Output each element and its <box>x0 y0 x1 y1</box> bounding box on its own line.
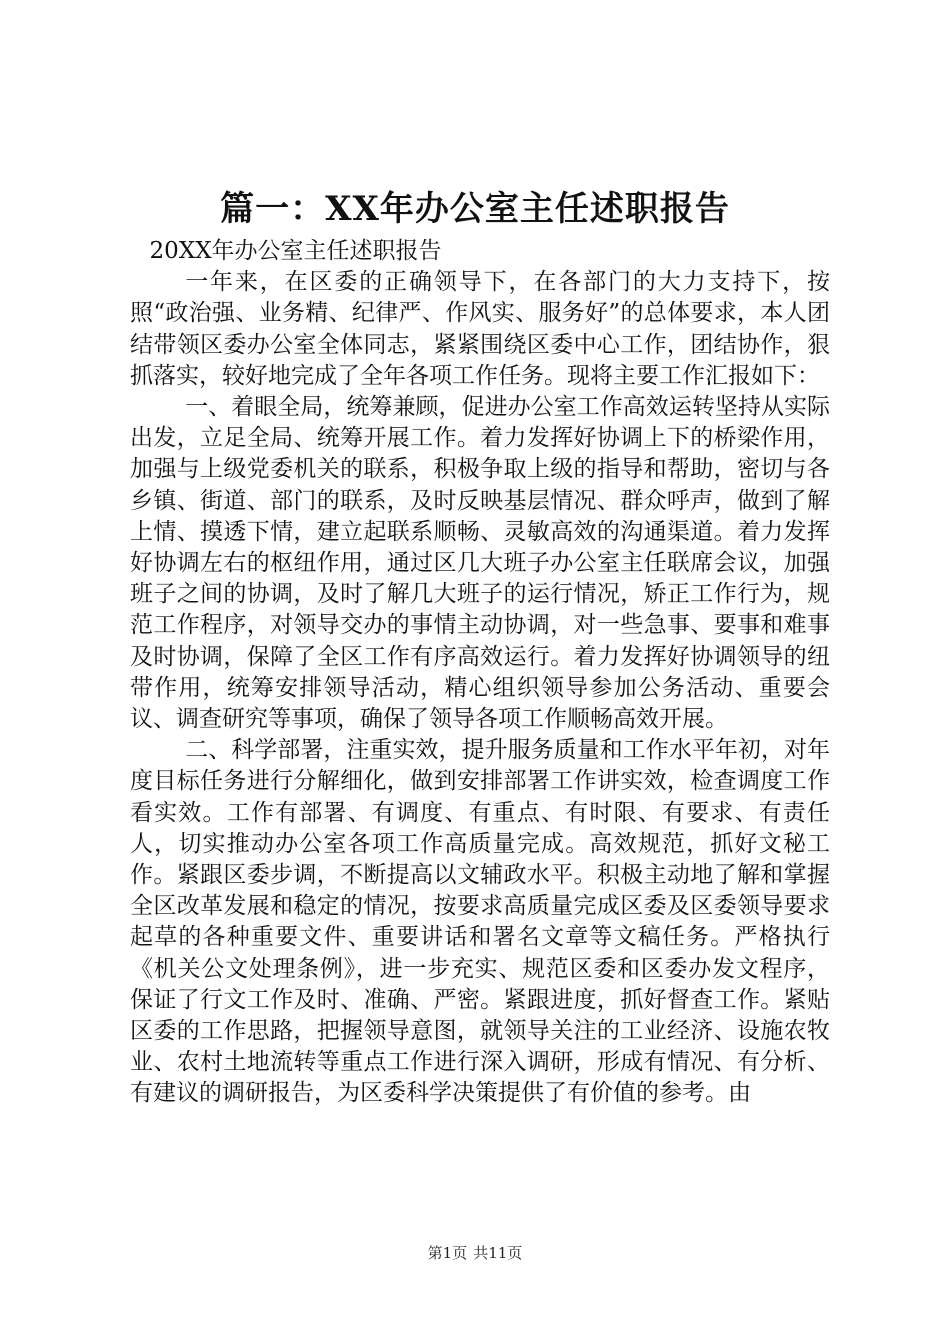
page-number: 第1页 <box>427 1244 468 1262</box>
document-title: 篇一：XX年办公室主任述职报告 <box>220 189 730 229</box>
document-subtitle: 20XX年办公室主任述职报告 <box>149 238 442 264</box>
paragraph-section-one: 一、着眼全局，统筹兼顾，促进办公室工作高效运转坚持从实际出发，立足全局、统筹开展工作。着力发挥好协调上下的桥梁作用，加强与上级党委机关的联系，积极争取上级的指导和帮助，密切与各乡镇、街道、部门的联系，及时反映基层情况、群众呼声，做到了解上情、摸透下情，建立起联系顺畅、灵敏高效的沟通渠道。着力发挥好协调左右的枢纽作用，通过区几大班子办公室主任联席会议，加强班子之间的协调，及时了解几大班子的运行情况，矫正工作行为，规范工作程序，对领导交办的事情主动协调，对一些急事、要事和难事及时协调，保障了全区工作有序高效运行。着力发挥好协调领导的纽带作用，统筹安排领导活动，精心组织领导参加公务活动、重要会议、调查研究等事项，确保了领导各项工作顺畅高效开展。 <box>130 394 830 733</box>
paragraph-section-two: 二、科学部署，注重实效，提升服务质量和工作水平年初，对年度目标任务进行分解细化，做到安排部署工作讲实效，检查调度工作看实效。工作有部署、有调度、有重点、有时限、有要求、有责任人，切实推动办公室各项工作高质量完成。高效规范，抓好文秘工作。紧跟区委步调，不断提高以文辅政水平。积极主动地了解和掌握全区改革发展和稳定的情况，按要求高质量完成区委及区委领导要求起草的各种重要文件、重要讲话和署名文章等文稿任务。严格执行《机关公文处理条例》，进一步充实、规范区委和区委办发文程序，保证了行文工作及时、准确、严密。紧跟进度，抓好督查工作。紧贴区委的工作思路，把握领导意图，就领导关注的工业经济、设施农牧业、农村土地流转等重点工作进行深入调研，形成有情况、有分析、有建议的调研报告，为区委科学决策提供了有价值的参考。由 <box>130 737 830 1107</box>
document-body <box>130 236 830 1110</box>
page-footer <box>0 1243 950 1263</box>
paragraph-intro: 一年来，在区委的正确领导下，在各部门的大力支持下，按照“政治强、业务精、纪律严、作风实、服务好”的总体要求，本人团结带领区委办公室全体同志，紧紧围绕区委中心工作，团结协作，狠抓落实，较好地完成了全年各项工作任务。现将主要工作汇报如下： <box>130 269 830 389</box>
page-total: 共11页 <box>473 1244 523 1262</box>
